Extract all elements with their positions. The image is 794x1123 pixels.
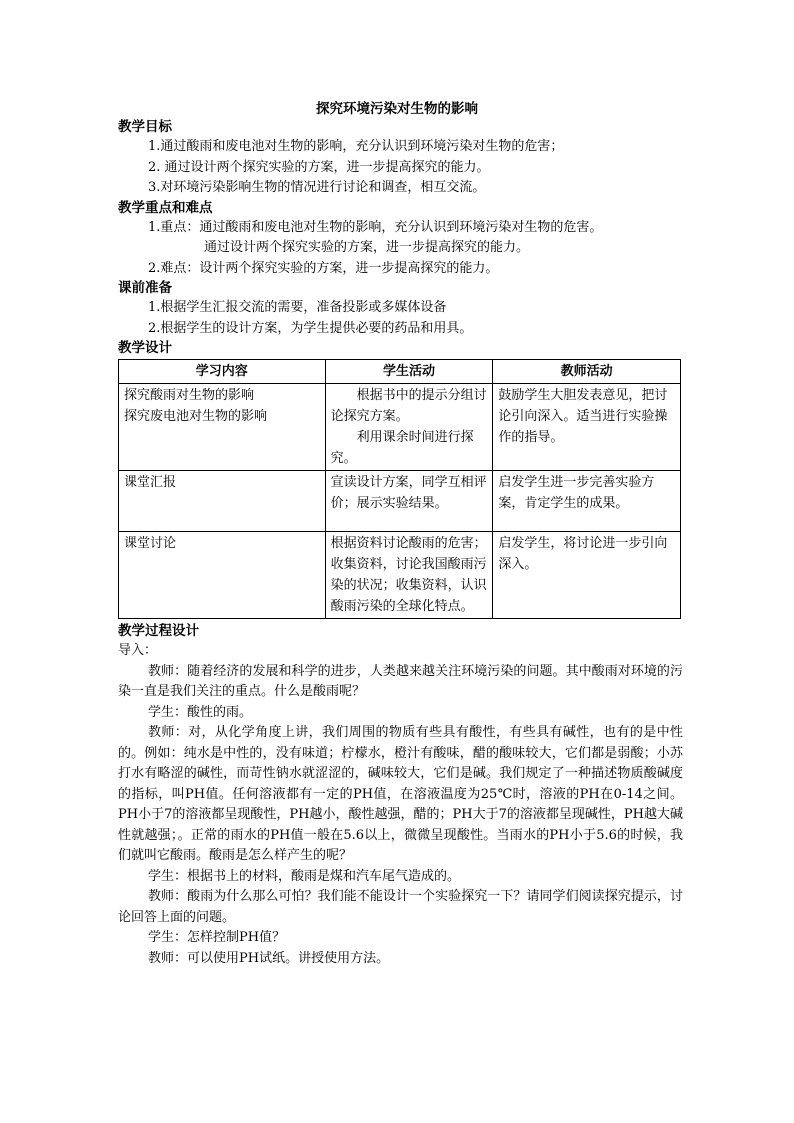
key-point: 1.重点：通过酸雨和废电池对生物的影响，充分认识到环境污染对生物的危害。	[148, 219, 603, 235]
student-text: 利用课余时间进行探究。	[330, 430, 474, 466]
goal-item: 3.对环境污染影响生物的情况进行讨论和调查，相互交流。	[148, 180, 486, 195]
cell-content	[119, 532, 326, 619]
goal-item: 2. 通过设计两个探究实验的方案，进一步提高探究的能力。	[148, 159, 490, 175]
focus-heading: 教学重点和难点	[118, 199, 213, 216]
student-text: 根据书中的提示分组讨论探究方案。	[330, 388, 487, 424]
dialogue-paragraph: 教师：酸雨为什么那么可怕？我们能不能设计一个实验探究一下？请同学们阅读探究提示，讨论回答上面的问题。	[118, 889, 683, 925]
dialogue-paragraph: 学生：根据书上的材料，酸雨是煤和汽车尾气造成的。	[148, 868, 461, 884]
cell-student	[325, 384, 493, 471]
dialogue-paragraph: 学生：怎样控制PH值？	[148, 930, 286, 945]
prep-item: 2.根据学生的设计方案，为学生提供必要的药品和用具。	[148, 320, 473, 336]
dialogue-paragraph: 教师：可以使用PH试纸。讲授使用方法。	[148, 950, 390, 966]
cell-teacher: 鼓励学生大胆发表意见，把讨论引向深入。适当进行实验操作的指导。	[493, 384, 681, 471]
cell-student	[325, 532, 493, 619]
goal-item: 1.通过酸雨和废电池对生物的影响，充分认识到环境污染对生物的危害；	[148, 139, 564, 154]
key-point-continued: 通过设计两个探究实验的方案，进一步提高探究的能力。	[204, 240, 530, 255]
student-text: 根据资料讨论酸雨的危害；收集资料，讨论我国酸雨污染的状况；收集资料，认识酸雨污染的全球化特点。	[330, 536, 487, 614]
col-header-student: 学生活动	[325, 360, 493, 384]
page-title: 探究环境污染对生物的影响	[316, 101, 478, 117]
content-text: 课堂汇报	[124, 475, 177, 490]
document-body	[118, 118, 683, 969]
content-text: 探究废电池对生物的影响	[124, 409, 268, 424]
cell-teacher: 启发学生，将讨论进一步引向深入。	[493, 532, 681, 619]
cell-content	[119, 384, 326, 471]
goals-heading: 教学目标	[118, 119, 172, 135]
design-table	[118, 359, 681, 619]
prep-heading: 课前准备	[118, 280, 172, 296]
col-header-teacher: 教师活动	[493, 360, 681, 384]
content-text: 课堂讨论	[124, 536, 177, 551]
prep-item: 1.根据学生汇报交流的需要，准备投影或多媒体设备	[148, 300, 447, 315]
cell-teacher: 启发学生进一步完善实验方案，肯定学生的成果。	[493, 471, 681, 532]
dialogue-paragraph: 教师：对，从化学角度上讲，我们周围的物质有些具有酸性，有些具有碱性，也有的是中性的。例如：纯水是中性的，没有味道；柠檬水，橙汁有酸味，醋的酸味较大，它们都是弱酸；小苏打水有略涩的碱性，而苛性钠水就涩涩的，碱味较大，它们是碱。我们规定了一种描述物质酸碱度的指标，叫PH值。任何溶液都有一定的PH值，在溶液温度为25℃时，溶液的PH在0-14之间。PH小于7的溶液都呈现酸性，PH越小，酸性越强，醋的；PH大于7的溶液都呈现碱性，PH越大碱性就越强；。正常的雨水的PH值一般在5.6以上，微微呈现酸性。当雨水的PH小于5.6的时候，我们就叫它酸雨。酸雨是怎么样产生的呢？	[118, 725, 683, 863]
cell-student	[325, 471, 493, 532]
table-row	[119, 384, 681, 471]
student-text: 宣读设计方案，同学互相评价；展示实验结果。	[330, 475, 487, 511]
process-heading: 教学过程设计	[118, 623, 199, 639]
col-header-content: 学习内容	[119, 360, 326, 384]
dialogue-paragraph: 学生：酸性的雨。	[148, 704, 253, 720]
dialogue-paragraph: 教师：随着经济的发展和科学的进步，人类越来越关注环境污染的问题。其中酸雨对环境的污染一直是我们关注的重点。什么是酸雨呢？	[118, 663, 683, 699]
intro-label: 导入：	[118, 643, 158, 658]
cell-content	[119, 471, 326, 532]
table-row	[119, 532, 681, 619]
table-header-row	[119, 360, 681, 384]
design-heading: 教学设计	[118, 340, 172, 356]
table-row	[119, 471, 681, 532]
difficulty-point: 2.难点：设计两个探究实验的方案，进一步提高探究的能力。	[148, 260, 499, 276]
content-text: 探究酸雨对生物的影响	[124, 388, 255, 403]
